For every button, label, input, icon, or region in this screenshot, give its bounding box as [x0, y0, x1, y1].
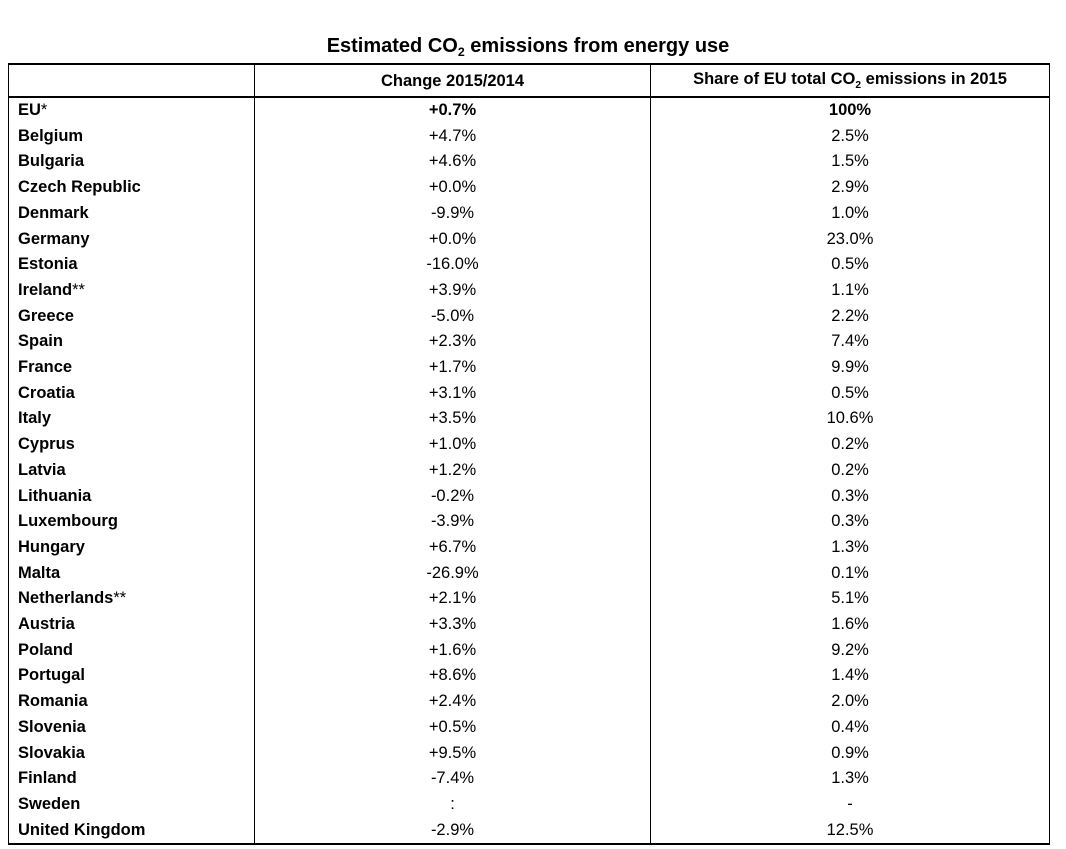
share-cell: 23.0% — [651, 227, 1050, 253]
change-cell: +9.5% — [255, 741, 651, 767]
country-name: Cyprus — [18, 435, 75, 454]
change-cell: +6.7% — [255, 535, 651, 561]
title-suffix: emissions from energy use — [464, 35, 730, 57]
country-name: Denmark — [18, 203, 89, 222]
change-cell: -7.4% — [255, 766, 651, 792]
change-cell: +8.6% — [255, 663, 651, 689]
share-cell: 2.9% — [651, 175, 1050, 201]
country-name: Romania — [18, 692, 88, 711]
country-name: Finland — [18, 769, 77, 788]
change-cell: +3.9% — [255, 278, 651, 304]
table-row — [9, 278, 1050, 304]
country-cell — [9, 509, 255, 535]
table-row — [9, 97, 1050, 124]
share-cell: 0.3% — [651, 509, 1050, 535]
share-cell: 5.1% — [651, 586, 1050, 612]
header-share-prefix: Share of EU total CO — [693, 70, 856, 88]
change-cell: -0.2% — [255, 484, 651, 510]
country-name: Greece — [18, 306, 74, 325]
change-cell: +1.6% — [255, 638, 651, 664]
share-cell: 1.0% — [651, 201, 1050, 227]
change-cell: -3.9% — [255, 509, 651, 535]
share-cell: 12.5% — [651, 818, 1050, 845]
country-name: Malta — [18, 563, 61, 582]
change-cell: -16.0% — [255, 252, 651, 278]
header-share-suffix: emissions in 2015 — [861, 70, 1007, 88]
country-cell — [9, 561, 255, 587]
country-cell — [9, 97, 255, 124]
country-name: Poland — [18, 640, 74, 659]
change-cell: +0.0% — [255, 227, 651, 253]
table-row — [9, 638, 1050, 664]
country-cell — [9, 278, 255, 304]
share-cell: 1.3% — [651, 535, 1050, 561]
country-name: Netherlands — [18, 589, 114, 608]
table-row — [9, 715, 1050, 741]
change-cell: +3.1% — [255, 381, 651, 407]
table-row — [9, 612, 1050, 638]
country-name: Slovakia — [18, 743, 85, 762]
change-cell: +2.3% — [255, 329, 651, 355]
country-name: Luxembourg — [18, 512, 118, 531]
footnote-mark: ** — [72, 280, 85, 299]
share-cell: 0.4% — [651, 715, 1050, 741]
table-row — [9, 304, 1050, 330]
table-row — [9, 381, 1050, 407]
share-cell: 1.6% — [651, 612, 1050, 638]
table-row — [9, 689, 1050, 715]
change-cell: +2.4% — [255, 689, 651, 715]
country-cell — [9, 612, 255, 638]
table-row — [9, 201, 1050, 227]
change-cell: -9.9% — [255, 201, 651, 227]
table-body — [9, 97, 1050, 844]
country-name: Spain — [18, 332, 63, 351]
share-cell: 10.6% — [651, 406, 1050, 432]
title-subscript: 2 — [457, 45, 465, 60]
change-cell: +3.5% — [255, 406, 651, 432]
table-title — [0, 33, 1056, 61]
share-cell: - — [651, 792, 1050, 818]
table-row — [9, 792, 1050, 818]
share-cell: 7.4% — [651, 329, 1050, 355]
country-name: United Kingdom — [18, 820, 146, 839]
country-cell — [9, 124, 255, 150]
emissions-table — [8, 63, 1050, 845]
share-cell: 1.4% — [651, 663, 1050, 689]
share-cell: 1.1% — [651, 278, 1050, 304]
share-cell: 2.2% — [651, 304, 1050, 330]
share-cell: 9.2% — [651, 638, 1050, 664]
country-cell — [9, 484, 255, 510]
share-cell: 0.2% — [651, 458, 1050, 484]
table-row — [9, 406, 1050, 432]
change-cell: +2.1% — [255, 586, 651, 612]
change-cell: +1.2% — [255, 458, 651, 484]
share-cell: 1.5% — [651, 149, 1050, 175]
table-row — [9, 766, 1050, 792]
table-row — [9, 484, 1050, 510]
country-name: EU — [18, 101, 41, 119]
country-cell — [9, 355, 255, 381]
country-name: Lithuania — [18, 486, 92, 505]
title-prefix: Estimated CO — [326, 35, 458, 57]
country-cell — [9, 329, 255, 355]
country-name: Bulgaria — [18, 152, 85, 171]
country-name: Portugal — [18, 666, 85, 685]
change-cell: -2.9% — [255, 818, 651, 845]
table-row — [9, 355, 1050, 381]
country-cell — [9, 175, 255, 201]
country-cell — [9, 381, 255, 407]
header-row — [9, 64, 1050, 97]
country-name: Austria — [18, 615, 75, 634]
footnote-mark: ** — [113, 589, 127, 608]
country-name: France — [18, 358, 73, 377]
table-row — [9, 329, 1050, 355]
header-share-subscript: 2 — [855, 79, 862, 91]
share-cell: 1.3% — [651, 766, 1050, 792]
country-name: Sweden — [18, 794, 81, 813]
table-row — [9, 458, 1050, 484]
country-cell — [9, 432, 255, 458]
country-cell — [9, 149, 255, 175]
change-cell: +1.7% — [255, 355, 651, 381]
share-cell: 0.5% — [651, 252, 1050, 278]
country-name: Slovenia — [18, 717, 86, 736]
country-cell — [9, 406, 255, 432]
country-name: Estonia — [18, 255, 78, 274]
share-cell: 0.1% — [651, 561, 1050, 587]
table-row — [9, 586, 1050, 612]
country-name: Czech Republic — [18, 178, 141, 197]
share-cell: 100% — [651, 97, 1050, 124]
table-row — [9, 227, 1050, 253]
country-cell — [9, 201, 255, 227]
share-cell: 0.3% — [651, 484, 1050, 510]
country-cell — [9, 792, 255, 818]
table-row — [9, 663, 1050, 689]
share-cell: 2.0% — [651, 689, 1050, 715]
country-name: Croatia — [18, 383, 75, 402]
country-cell — [9, 227, 255, 253]
change-cell: +4.7% — [255, 124, 651, 150]
footnote-mark: * — [40, 101, 48, 119]
table-row — [9, 252, 1050, 278]
share-cell: 0.2% — [651, 432, 1050, 458]
table-row — [9, 124, 1050, 150]
country-cell — [9, 638, 255, 664]
table-row — [9, 175, 1050, 201]
share-cell: 2.5% — [651, 124, 1050, 150]
country-cell — [9, 586, 255, 612]
change-cell: +1.0% — [255, 432, 651, 458]
country-name: Germany — [18, 229, 90, 248]
header-change: Change 2015/2014 — [255, 64, 651, 97]
country-cell — [9, 818, 255, 845]
share-cell: 0.9% — [651, 741, 1050, 767]
country-name: Hungary — [18, 537, 85, 556]
share-cell: 9.9% — [651, 355, 1050, 381]
change-cell: : — [255, 792, 651, 818]
change-cell: +4.6% — [255, 149, 651, 175]
table-row — [9, 561, 1050, 587]
change-cell: +3.3% — [255, 612, 651, 638]
table-row — [9, 818, 1050, 845]
country-cell — [9, 689, 255, 715]
country-cell — [9, 535, 255, 561]
table-row — [9, 432, 1050, 458]
change-cell: -5.0% — [255, 304, 651, 330]
country-cell — [9, 252, 255, 278]
country-cell — [9, 458, 255, 484]
change-cell: +0.0% — [255, 175, 651, 201]
country-name: Latvia — [18, 460, 66, 479]
table-row — [9, 535, 1050, 561]
table-row — [9, 149, 1050, 175]
header-share — [651, 64, 1050, 97]
country-cell — [9, 304, 255, 330]
country-cell — [9, 715, 255, 741]
country-name: Belgium — [18, 126, 84, 145]
country-cell — [9, 766, 255, 792]
country-name: Ireland — [18, 280, 73, 299]
share-cell: 0.5% — [651, 381, 1050, 407]
table-row — [9, 509, 1050, 535]
change-cell: -26.9% — [255, 561, 651, 587]
header-country — [9, 64, 255, 97]
change-cell: +0.7% — [255, 97, 651, 124]
change-cell: +0.5% — [255, 715, 651, 741]
country-cell — [9, 663, 255, 689]
table-row — [9, 741, 1050, 767]
country-name: Italy — [18, 409, 52, 428]
country-cell — [9, 741, 255, 767]
